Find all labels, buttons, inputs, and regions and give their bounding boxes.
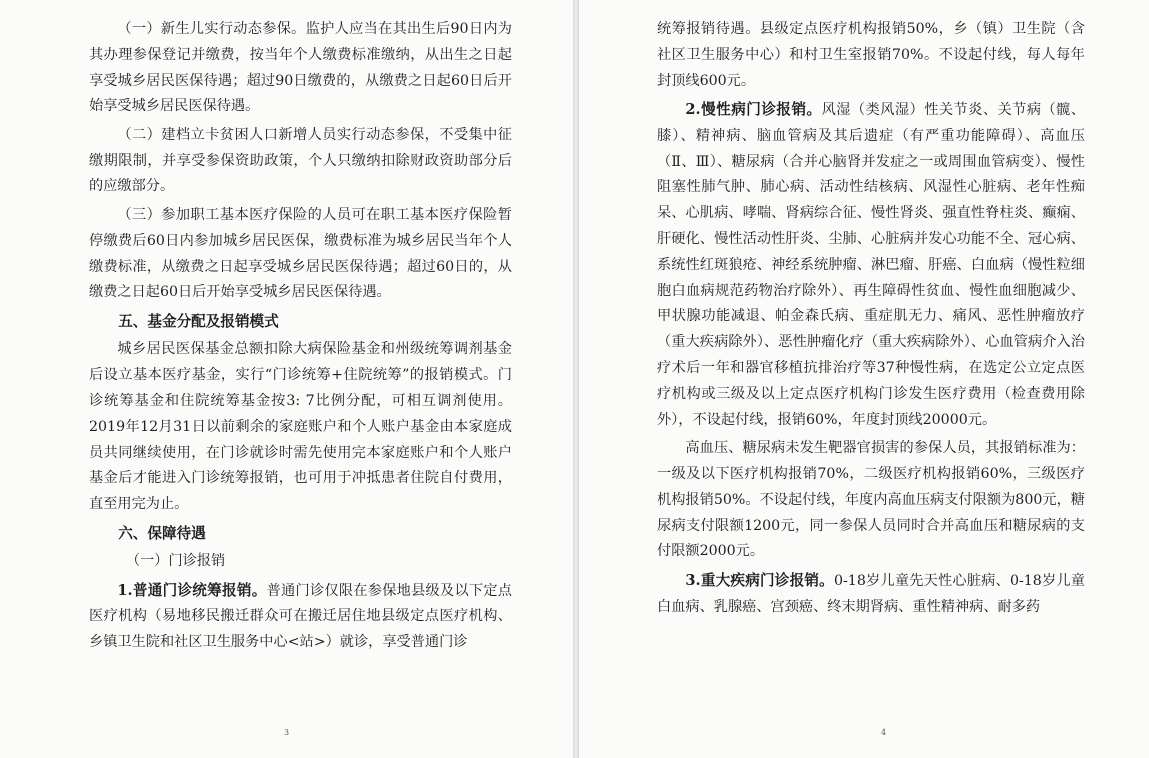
left-page-text [89, 17, 512, 659]
paragraph-poverty-enrollment: （二）建档立卡贫困人口新增人员实行动态参保，不受集中征缴期限制，并享受参保资助政策，个人只缴纳扣除财政资助部分后的应缴部分。 [89, 126, 512, 195]
paragraph-hypertension-diabetes: 高血压、糖尿病未发生靶器官损害的参保人员，其报销标准为：一级及以下医疗机构报销70%，二级医疗机构报销60%，三级医疗机构报销50%。不设起付线，年度内高血压病支付限额为800元，糖尿病支付限额1200元，同一参保人员同时合并高血压和糖尿病的支付限额2000元。 [657, 440, 1085, 560]
heading-fund-allocation: 五、基金分配及报销模式 [118, 312, 279, 330]
paragraph-major-disease-outpatient [657, 568, 1085, 621]
subheading-outpatient: （一）门诊报销 [125, 553, 226, 570]
text-chronic-outpatient: 风湿（类风湿）性关节炎、关节病（髋、膝）、精神病、脑血管病及其后遗症（有严重功能障碍）、高血压（Ⅱ、Ⅲ）、糖尿病（合并心脑肾并发症之一或周围血管病变）、慢性阻塞性肺气肿、肺心病、活动性结核病、风湿性心脏病、老年性痴呆、心肌病、哮喘、肾病综合征、慢性肾炎、强直性脊柱炎、癫痫、肝硬化、慢性活动性肝炎、尘肺、心脏病并发心功能不全、冠心病、系统性红斑狼疮、神经系统肿瘤、淋巴瘤、肝癌、白血病（慢性粒细胞白血病规范药物治疗除外）、再生障碍性贫血、慢性血细胞减少、甲状腺功能减退、帕金森氏病、重症肌无力、痛风、恶性肿瘤放疗（重大疾病除外）、恶性肿瘤化疗（重大疾病除外）、心血管病介入治疗术后一年和器官移植抗排治疗等37种慢性病，在选定公立定点医疗机构或三级及以上定点医疗机构门诊发生医疗费用（检查费用除外），不设起付线，报销60%，年度封顶线20000元。 [657, 102, 1085, 428]
paragraph-chronic-outpatient [657, 97, 1085, 433]
right-page [579, 0, 1149, 758]
left-page [0, 0, 573, 758]
paragraph-fund-allocation: 城乡居民医保基金总额扣除大病保险基金和州级统筹调剂基金后设立基本医疗基金，实行“门诊统筹+住院统筹”的报销模式。门诊统筹基金和住院统筹基金按3: 7比例分配，可相互调剂使用。2019年12月31日以前剩余的家庭账户和个人账户基金由本家庭成员共同继续使用，在门诊就诊时需先使用完本家庭账户和个人账户基金后才能进入门诊统筹报销，也可用于冲抵患者住院自付费用，直至用完为止。 [89, 341, 512, 513]
right-page-text [657, 17, 1085, 623]
text-general-outpatient: 普通门诊仅限在参保地县级及以下定点医疗机构（易地移民搬迁群众可在搬迁居住地县级定点医疗机构、乡镇卫生院和社区卫生服务中心<站>）就诊，享受普通门诊 [89, 582, 512, 651]
paragraph-general-outpatient-cont: 统筹报销待遇。县级定点医疗机构报销50%，乡（镇）卫生院（含社区卫生服务中心）和村卫生室报销70%。不设起付线，每人每年封顶线600元。 [657, 21, 1085, 89]
paragraph-newborn-enrollment: （一）新生儿实行动态参保。监护人应当在其出生后90日内为其办理参保登记并缴费，按当年个人缴费标准缴纳，从出生之日起享受城乡居民医保待遇；超过90日缴费的，从缴费之日起60日后开始享受城乡居民医保待遇。 [89, 21, 512, 115]
text-major-disease-outpatient: 0-18岁儿童先天性心脏病、0-18岁儿童白血病、乳腺癌、宫颈癌、终末期肾病、重性精神病、耐多药 [657, 572, 1085, 615]
heading-benefits: 六、保障待遇 [118, 524, 206, 542]
label-general-outpatient: 1.普通门诊统筹报销。 [117, 581, 267, 599]
label-major-disease-outpatient: 3.重大疾病门诊报销。 [685, 571, 834, 589]
page-number-right: 4 [881, 728, 887, 737]
page-number-left: 3 [284, 728, 290, 737]
paragraph-employee-insurance: （三）参加职工基本医疗保险的人员可在职工基本医疗保险暂停缴费后60日内参加城乡居民医保，缴费标准为城乡居民当年个人缴费标准，从缴费之日起享受城乡居民医保待遇；超过60日的，从缴费之日起60日后开始享受城乡居民医保待遇。 [89, 206, 512, 301]
label-chronic-outpatient: 2.慢性病门诊报销。 [685, 101, 822, 119]
paragraph-general-outpatient [89, 578, 512, 656]
